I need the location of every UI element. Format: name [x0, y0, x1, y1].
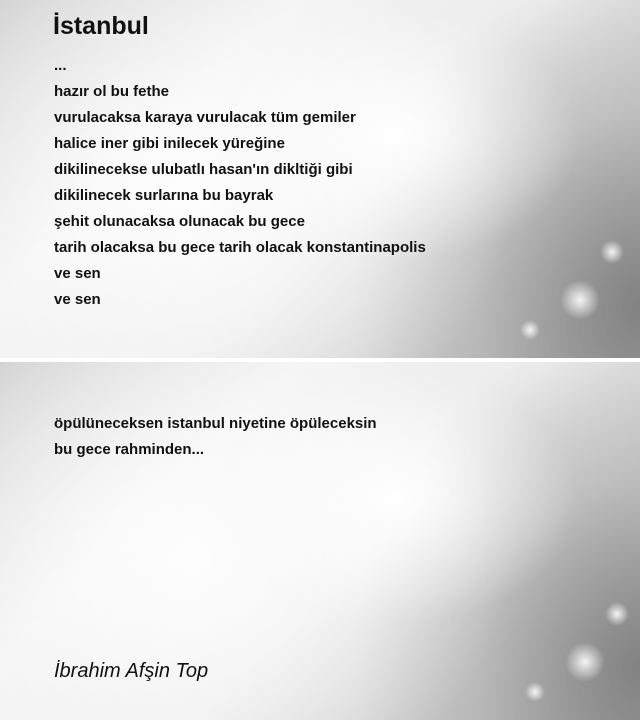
- poem-panel-top: [0, 0, 640, 358]
- poem-stanza-1: [54, 53, 426, 313]
- poem-line: vurulacaksa karaya vurulacak tüm gemiler: [54, 109, 356, 126]
- poem-line: öpülüneceksen istanbul niyetine öpüleceksin: [54, 415, 377, 432]
- poem-line: dikilinecek surlarına bu bayrak: [54, 187, 274, 204]
- poem-line: ve sen: [54, 265, 101, 282]
- poem-author: İbrahim Afşin Top: [54, 660, 209, 682]
- poem-line: ...: [54, 57, 67, 74]
- poem-line: hazır ol bu fethe: [54, 83, 170, 100]
- poem-line: şehit olunacaksa olunacak bu gece: [54, 213, 305, 230]
- poem-title: İstanbul: [53, 12, 149, 40]
- poem-line: halice iner gibi inilecek yüreğine: [54, 135, 285, 152]
- poem-panel-bottom: [0, 362, 640, 720]
- poem-line: bu gece rahminden...: [54, 441, 205, 458]
- poem-stanza-2: [54, 411, 377, 463]
- poem-line: tarih olacaksa bu gece tarih olacak konstantinapolis: [54, 239, 426, 256]
- poem-line: dikilinecekse ulubatlı hasan'ın dikltiği gibi: [54, 161, 353, 178]
- poem-line: ve sen: [54, 291, 101, 308]
